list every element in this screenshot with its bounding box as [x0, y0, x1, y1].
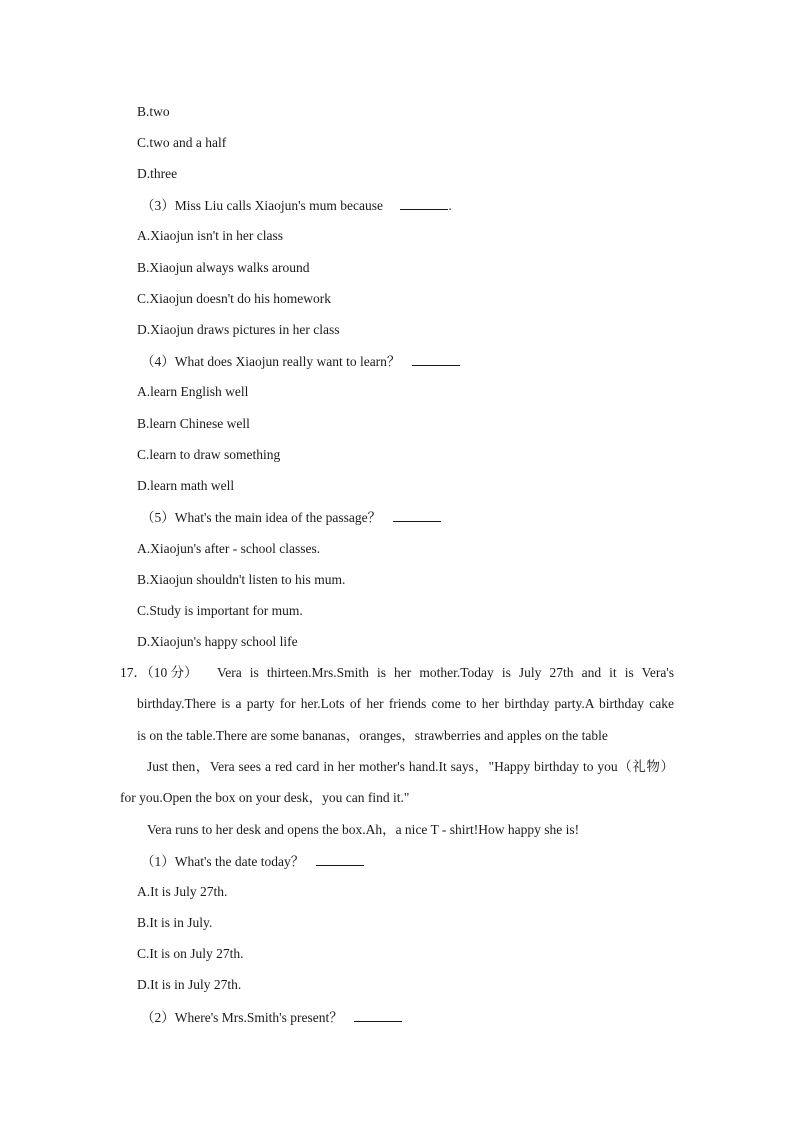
q3-stem: （3）Miss Liu calls Xiaojun's mum because	[141, 198, 384, 213]
passage-line: Just then，Vera sees a red card in her mother's hand.It says，"Happy birthday to you（礼物）	[147, 759, 674, 774]
p17-q2-answer-blank[interactable]	[354, 1009, 402, 1022]
q3-option-a: A.Xiaojun isn't in her class	[137, 228, 284, 243]
q4-option-c: C.learn to draw something	[137, 447, 281, 462]
q4-option-b: B.learn Chinese well	[137, 416, 250, 431]
q3-stem-end: .	[448, 198, 452, 213]
p17-q1-option-a: A.It is July 27th.	[137, 884, 228, 899]
q3-option-d: D.Xiaojun draws pictures in her class	[137, 322, 340, 337]
q5-stem-row	[141, 509, 441, 525]
p17-q1-option-d: D.It is in July 27th.	[137, 977, 242, 992]
p17-q1-option-c: C.It is on July 27th.	[137, 946, 244, 961]
p17-q2-stem-row	[141, 1009, 402, 1025]
p17-q1-option-b: B.It is in July.	[137, 915, 213, 930]
q2-option-d: D.three	[137, 166, 178, 181]
q5-option-d: D.Xiaojun's happy school life	[137, 634, 298, 649]
p17-q1-stem: （1）What's the date today？	[141, 854, 305, 869]
q3-stem-row	[141, 197, 452, 213]
q4-stem: （4）What does Xiaojun really want to learn？	[141, 354, 401, 369]
q5-option-a: A.Xiaojun's after - school classes.	[137, 541, 321, 556]
passage-line: Vera runs to her desk and opens the box.Ah，a nice T - shirt!How happy she is!	[147, 822, 580, 837]
q5-option-b: B.Xiaojun shouldn't listen to his mum.	[137, 572, 346, 587]
q2-option-c: C.two and a half	[137, 135, 227, 150]
passage-line: is on the table.There are some bananas，oranges，strawberries and apples on the table	[137, 728, 608, 743]
passage-line: Vera is thirteen.Mrs.Smith is her mother.Today is July 27th and it is Vera's	[217, 665, 674, 680]
passage-line: for you.Open the box on your desk，you can find it."	[120, 790, 410, 805]
q4-option-d: D.learn math well	[137, 478, 235, 493]
q3-option-b: B.Xiaojun always walks around	[137, 260, 310, 275]
q3-option-c: C.Xiaojun doesn't do his homework	[137, 291, 332, 306]
q5-answer-blank[interactable]	[393, 509, 441, 522]
p17-q1-answer-blank[interactable]	[316, 853, 364, 866]
q5-stem: （5）What's the main idea of the passage？	[141, 510, 382, 525]
q4-option-a: A.learn English well	[137, 384, 249, 399]
p17-q2-stem: （2）Where's Mrs.Smith's present？	[141, 1010, 343, 1025]
q4-answer-blank[interactable]	[412, 353, 460, 366]
q3-answer-blank[interactable]	[400, 197, 448, 210]
q5-option-c: C.Study is important for mum.	[137, 603, 303, 618]
q2-option-b: B.two	[137, 104, 170, 119]
q4-stem-row	[141, 353, 460, 369]
passage-line: birthday.There is a party for her.Lots of her friends come to her birthday party.A birthday cake	[137, 696, 674, 711]
problem-17-number: 17．（10 分）	[120, 665, 198, 680]
p17-q1-stem-row	[141, 853, 364, 869]
